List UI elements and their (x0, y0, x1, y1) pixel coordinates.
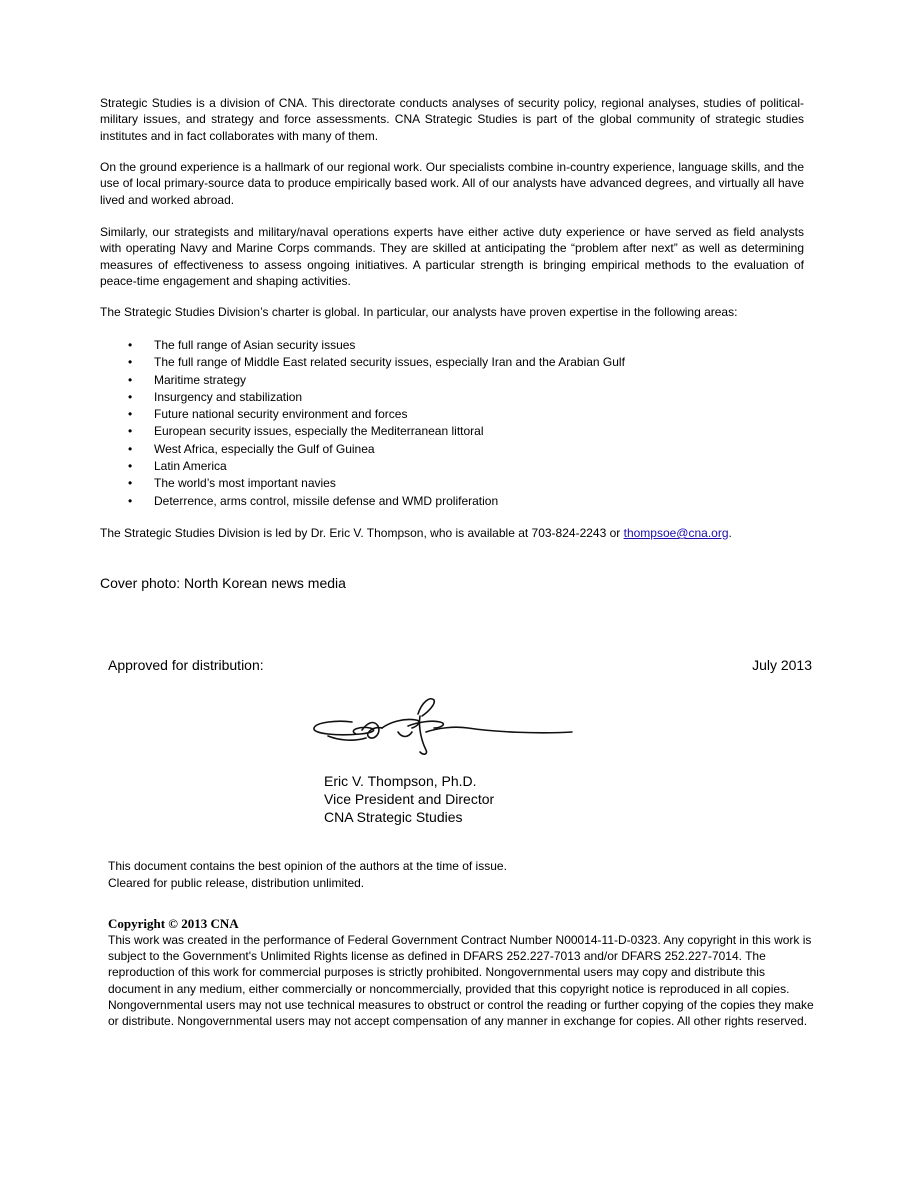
list-item (100, 493, 800, 510)
list-item-text: European security issues, especially the Mediterranean littoral (154, 424, 484, 439)
list-item-text: Latin America (154, 459, 227, 474)
signer-org: CNA Strategic Studies (324, 809, 463, 825)
bullet-icon: • (128, 389, 133, 404)
release-statement (108, 858, 507, 891)
list-item (100, 337, 800, 354)
intro-paragraph-4: The Strategic Studies Division’s charter is global. In particular, our analysts have proven expertise in the following areas: (100, 305, 738, 319)
list-item (100, 423, 800, 440)
list-item (100, 441, 800, 458)
cover-photo-credit: Cover photo: North Korean news media (100, 575, 346, 591)
contact-text: The Strategic Studies Division is led by Dr. Eric V. Thompson, who is available at 703-824-2243 or (100, 526, 624, 540)
list-item-text: The world’s most important navies (154, 476, 336, 491)
signer-title: Vice President and Director (324, 791, 495, 807)
list-item (100, 458, 800, 475)
list-item-text: Maritime strategy (154, 372, 247, 387)
expertise-list (100, 337, 800, 510)
bullet-icon: • (128, 493, 133, 508)
list-item-text: Deterrence, arms control, missile defense and WMD proliferation (154, 493, 499, 508)
release-line-1: This document contains the best opinion of the authors at the time of issue. (108, 859, 507, 873)
bullet-icon: • (128, 476, 133, 491)
bullet-icon: • (128, 424, 133, 439)
release-line-2: Cleared for public release, distribution unlimited. (108, 875, 365, 890)
email-link[interactable]: thompsoe@cna.org (623, 526, 729, 540)
signer-name: Eric V. Thompson, Ph.D. (324, 773, 477, 789)
list-item (100, 406, 800, 423)
intro-paragraph-2: On the ground experience is a hallmark of our regional work. Our specialists combine in-country experience, language skills, and the use of local primary-source data to produce empirically based work. All of our analysts have advanced degrees, and virtually all have lived and worked abroad. (100, 160, 804, 207)
copyright-heading: Copyright © 2013 CNA (108, 916, 239, 931)
bullet-icon: • (128, 338, 133, 352)
list-item (100, 389, 800, 406)
intro-paragraph-3: Similarly, our strategists and military/naval operations experts have either active duty experience or have served as field analysts with operating Navy and Marine Corps commands. They are skilled at anticipating the “problem after next” as well as determining measures of effectiveness to assess ongoing initiatives. A particular strength is bringing empirical methods to the evaluation of peace-time engagement and shaping activities. (100, 225, 804, 288)
bullet-icon: • (128, 407, 133, 422)
list-item-text: Insurgency and stabilization (154, 389, 303, 404)
contact-period: . (728, 526, 732, 540)
signature-image (308, 692, 580, 762)
intro-paragraph-1: Strategic Studies is a division of CNA. This directorate conducts analyses of security policy, regional analyses, studies of political-military issues, and strategy and force assessments. CNA Strategic Studies is part of the global community of strategic studies institutes and in fact collaborates with many of them. (100, 96, 804, 143)
list-item-text: West Africa, especially the Gulf of Guinea (154, 441, 375, 456)
list-item-text: The full range of Middle East related security issues, especially Iran and the Arabian Gulf (154, 355, 625, 370)
approval-label: Approved for distribution: (108, 657, 264, 673)
list-item (100, 372, 800, 389)
contact-line (100, 525, 820, 541)
list-item-text: Future national security environment and forces (154, 407, 408, 422)
bullet-icon: • (128, 372, 133, 387)
bullet-icon: • (128, 355, 133, 370)
copyright-body: This work was created in the performance of Federal Government Contract Number N00014-11-D-0323. Any copyright in this work is subject to the Government's Unlimited Rights license as defined in DFARS 252.227-7013 and/or DFARS 252.227-7014. The reproduction of this work for commercial purposes is strictly prohibited. Nongovernmental users may copy and distribute this document in any medium, either commercially or noncommercially, provided that this copyright notice is reproduced in all copies. Nongovernmental users may not use technical measures to obstruct or control the reading or further copying of the copies they make or distribute. Nongovernmental users may not accept compensation of any manner in exchange for copies. All other rights reserved. (108, 933, 814, 1029)
list-item (100, 354, 800, 371)
bullet-icon: • (128, 459, 133, 474)
list-item (100, 475, 800, 492)
list-item-text: The full range of Asian security issues (154, 338, 356, 352)
approval-date: July 2013 (752, 657, 812, 673)
bullet-icon: • (128, 441, 133, 456)
signer-block (324, 772, 494, 826)
